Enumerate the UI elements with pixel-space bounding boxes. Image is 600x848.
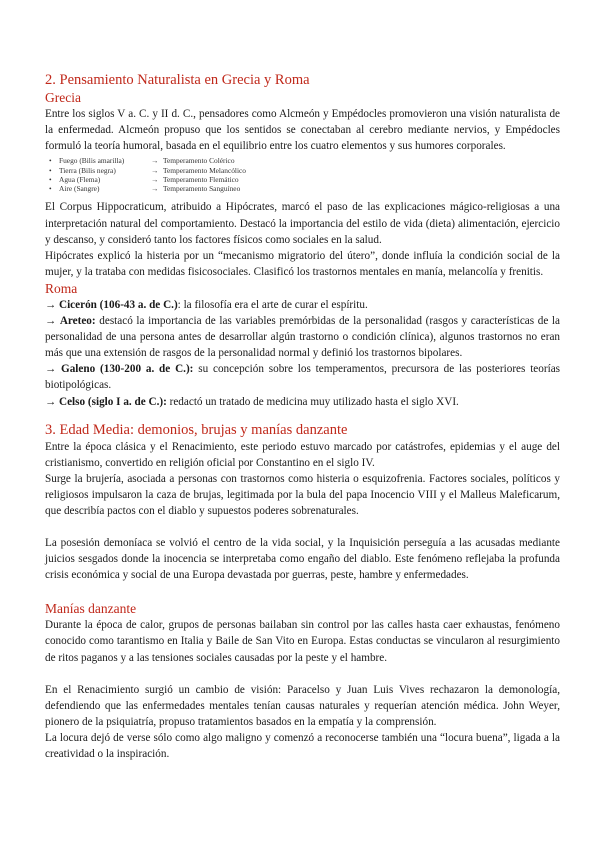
roma-item-name: Celso (siglo I a. de C.): (58, 395, 167, 408)
hipocrates-paragraph: Hipócrates explicó la histeria por un “mecanismo migratorio del útero”, donde influía la condición social de la mujer, y la trataba con medidas fisicosociales. Clasificó los trastornos mentales en manía, melancolía y frenitis. (45, 249, 560, 278)
spacer (45, 519, 560, 535)
grecia-heading: Grecia (45, 90, 81, 105)
bullet: • (49, 165, 52, 175)
manias-heading: Manías danzante (45, 601, 137, 617)
arrow-icon: → (45, 298, 57, 311)
roma-item-name: Cicerón (106-43 a. de C.) (58, 298, 178, 311)
bullet: • (49, 174, 52, 184)
humor-item (49, 156, 560, 165)
humor-element: Aire (Sangre) (59, 184, 100, 194)
roma-item-text: destacó la importancia de las variables premórbidas de la personalidad (rasgos y características de la personalidad de una persona antes de desarrollar algún trastorno o condición clínica), algunos trastornos no eran más que una extensión de rasgos de la personalidad normal y definió los trastornos bipolares. (45, 315, 560, 360)
humor-item (49, 184, 560, 193)
edad-media-paragraph-2: Surge la brujería, asociada a personas con trastornos como histeria o esquizofrenia. Factores sociales, políticos y religiosos impulsaron la caza de brujas, legitimada por la bula del papa Inocencio VIII y el Malleus Maleficarum, que describía pactos con el diablo y supuestos poderes sobrenaturales. (45, 472, 560, 517)
roma-item-name: Galeno (130-200 a. de C.): (61, 363, 194, 376)
roma-heading: Roma (45, 280, 78, 296)
spacer (45, 410, 560, 421)
arrow-icon: → (45, 315, 57, 328)
corpus-paragraph: El Corpus Hippocraticum, atribuido a Hipócrates, marcó el paso de las explicaciones mágico-religiosas a una interpretación natural del comportamiento. Destacó la importancia del estilo de vida (dieta) alimentación, ejercicio y descanso, y consideró tanto los factores físicos como sociales en la salud. (45, 201, 560, 246)
edad-media-paragraph-3: La posesión demoníaca se volvió el centro de la vida social, y la Inquisición perseguía a las acusadas mediante juicios sesgados donde la inocencia se interpretaba como engaño del diablo. Este fenómeno reflejaba la profunda crisis económica y social de una Europa devastada por guerras, peste, hambre y enfermedades. (45, 537, 560, 582)
roma-item-name: Areteo: (59, 315, 96, 328)
manias-paragraph-3: La locura dejó de verse sólo como algo maligno y comenzó a reconocerse también una “locura buena”, ligada a la creatividad o la inspiración. (45, 731, 560, 760)
document-page (45, 71, 560, 762)
humors-list (45, 156, 560, 193)
roma-item-text: redactó un tratado de medicina muy utilizado hasta el siglo XVI. (166, 395, 459, 408)
humor-temperament: Temperamento Flemático (163, 174, 239, 184)
arrow-icon: → (151, 165, 159, 175)
humor-element: Agua (Flema) (59, 174, 101, 184)
roma-item-galeno (45, 361, 560, 393)
humor-temperament: Temperamento Melancólico (163, 165, 247, 175)
humor-item (49, 175, 560, 184)
arrow-icon: → (151, 156, 159, 166)
manias-paragraph-2: En el Renacimiento surgió un cambio de visión: Paracelso y Juan Luis Vives rechazaron la demonología, defendiendo que las enfermedades mentales tenían causas naturales y requerían atención médica. John Weyer, pionero de la psiquiatría, propuso tratamientos basados en la empatía y la comprensión. (45, 683, 560, 728)
arrow-icon: → (45, 395, 57, 408)
humor-temperament: Temperamento Colérico (163, 156, 235, 166)
bullet: • (49, 184, 52, 194)
section-2-title: 2. Pensamiento Naturalista en Grecia y Roma (45, 72, 310, 88)
humor-element: Fuego (Bilis amarilla) (59, 156, 125, 166)
arrow-icon: → (45, 363, 57, 376)
edad-media-paragraph-1: Entre la época clásica y el Renacimiento, este periodo estuvo marcado por catástrofes, epidemias y el auge del cristianismo, convertido en religión oficial por Constantino en el siglo IV. (45, 440, 560, 469)
roma-item-celso (45, 394, 560, 410)
roma-item-areteo (45, 313, 560, 361)
roma-item-ciceron (45, 297, 560, 313)
bullet: • (49, 156, 52, 166)
roma-item-text: su concepción sobre los temperamentos, precursora de las posteriores teorías biotipológicas. (45, 363, 561, 392)
arrow-icon: → (151, 174, 159, 184)
humor-element: Tierra (Bilis negra) (59, 165, 116, 175)
spacer (45, 666, 560, 682)
section-3-title: 3. Edad Media: demonios, brujas y manías danzante (45, 421, 348, 438)
humor-item (49, 166, 560, 175)
arrow-icon: → (151, 184, 159, 194)
spacer (45, 583, 560, 600)
roma-item-text: : la filosofía era el arte de curar el espíritu. (177, 298, 368, 311)
manias-paragraph-1: Durante la época de calor, grupos de personas bailaban sin control por las calles hasta caer exhaustas, fenómeno conocido como tarantismo en Italia y Baile de San Vito en Europa. Estas conductas se vincularon al resurgimiento de ritos paganos y a las tensiones sociales causadas por la peste y el hambre. (45, 619, 560, 664)
grecia-intro-paragraph: Entre los siglos V a. C. y II d. C., pensadores como Alcmeón y Empédocles promovieron una visión naturalista de la enfermedad. Alcmeón propuso que los sentidos se conectaban al cerebro mediante nervios, y Empédocles formuló la teoría humoral, basada en el equilibrio entre los cuatro elementos y sus humores corporales. (45, 108, 560, 153)
humor-temperament: Temperamento Sanguíneo (163, 184, 241, 194)
